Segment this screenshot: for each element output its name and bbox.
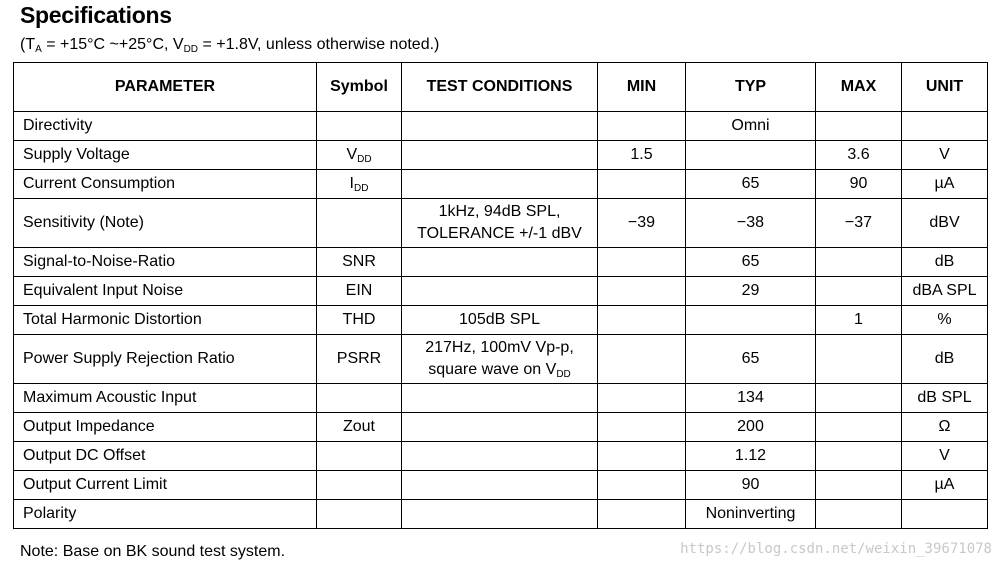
cell-unit: [902, 335, 988, 384]
cell-test-conditions: [402, 413, 598, 442]
cell-unit: [902, 471, 988, 500]
cell-parameter: [14, 500, 317, 529]
cell-unit: [902, 277, 988, 306]
cell-max: [816, 413, 902, 442]
conditions-open: (T: [20, 36, 36, 53]
cell-parameter: [14, 199, 317, 248]
cell-test-conditions: [402, 335, 598, 384]
test-conditions-line2: [410, 223, 589, 245]
test-conditions-line1: 1kHz, 94dB SPL,: [438, 203, 561, 220]
parameter-text: Signal-to-Noise-Ratio: [23, 253, 176, 270]
cell-parameter: [14, 442, 317, 471]
table-row: [14, 442, 988, 471]
table-row: [14, 141, 988, 170]
unit-value: Ω: [938, 418, 951, 435]
cell-max: [816, 199, 902, 248]
cell-unit: [902, 413, 988, 442]
cell-unit: [902, 306, 988, 335]
cell-test-conditions: [402, 471, 598, 500]
typ-value: 29: [741, 282, 760, 299]
cell-min: [598, 112, 686, 141]
table-row: [14, 170, 988, 199]
unit-value: V: [939, 146, 950, 163]
table-row: [14, 413, 988, 442]
typ-value: 65: [741, 350, 760, 367]
cell-max: [816, 471, 902, 500]
cell-symbol: [317, 248, 402, 277]
unit-value: dBA SPL: [912, 282, 977, 299]
cell-max: [816, 500, 902, 529]
unit-value: dBV: [929, 214, 960, 231]
cell-min: [598, 471, 686, 500]
cell-min: [598, 306, 686, 335]
symbol-text: THD: [342, 311, 376, 328]
cell-max: [816, 335, 902, 384]
cell-parameter: [14, 170, 317, 199]
symbol-text: EIN: [345, 282, 373, 299]
table-row: [14, 471, 988, 500]
footnote: Note: Base on BK sound test system.: [20, 543, 286, 560]
cell-symbol: [317, 442, 402, 471]
header-test-conditions: TEST CONDITIONS: [402, 63, 598, 112]
table-row: [14, 384, 988, 413]
parameter-text: Polarity: [23, 505, 77, 522]
cell-max: [816, 306, 902, 335]
cell-parameter: [14, 413, 317, 442]
typ-value: 90: [741, 476, 760, 493]
cell-unit: [902, 384, 988, 413]
symbol-text: PSRR: [336, 350, 382, 367]
parameter-text: Power Supply Rejection Ratio: [23, 350, 235, 367]
max-value: 1: [854, 311, 863, 328]
cell-parameter: [14, 277, 317, 306]
cell-test-conditions: [402, 277, 598, 306]
cell-min: [598, 442, 686, 471]
cell-typ: [686, 335, 816, 384]
cell-min: [598, 199, 686, 248]
header-min: MIN: [598, 63, 686, 112]
min-value: 1.5: [630, 146, 653, 163]
cell-typ: [686, 141, 816, 170]
ta-subscript: A: [35, 44, 42, 55]
cell-min: [598, 413, 686, 442]
typ-value: 65: [741, 175, 760, 192]
parameter-text: Output Impedance: [23, 418, 155, 435]
cell-unit: [902, 199, 988, 248]
cell-parameter: [14, 112, 317, 141]
cell-symbol: [317, 199, 402, 248]
header-max: MAX: [816, 63, 902, 112]
cell-unit: [902, 141, 988, 170]
cell-parameter: [14, 471, 317, 500]
typ-value: 200: [737, 418, 764, 435]
typ-value: Omni: [731, 117, 770, 134]
cell-test-conditions: [402, 112, 598, 141]
unit-value: dB: [934, 253, 955, 270]
cell-min: [598, 141, 686, 170]
cell-symbol: [317, 277, 402, 306]
table-row: [14, 112, 988, 141]
parameter-text: Sensitivity (Note): [23, 214, 144, 231]
header-unit: UNIT: [902, 63, 988, 112]
cell-symbol: [317, 471, 402, 500]
cell-max: [816, 442, 902, 471]
conditions-line: [20, 36, 439, 54]
parameter-text: Total Harmonic Distortion: [23, 311, 202, 328]
cell-typ: [686, 471, 816, 500]
cell-symbol: [317, 170, 402, 199]
conditions-close: = +1.8V, unless otherwise noted.): [198, 36, 440, 53]
cell-test-conditions: [402, 141, 598, 170]
table-row: [14, 500, 988, 529]
cell-min: [598, 277, 686, 306]
conditions-mid: = +15°C ~+25°C, V: [41, 36, 184, 53]
max-value: 3.6: [847, 146, 870, 163]
cell-min: [598, 335, 686, 384]
table-row: [14, 248, 988, 277]
cell-symbol: [317, 112, 402, 141]
parameter-text: Current Consumption: [23, 175, 176, 192]
header-typ: TYP: [686, 63, 816, 112]
cell-symbol: [317, 141, 402, 170]
cell-parameter: [14, 141, 317, 170]
typ-value: −38: [736, 214, 765, 231]
parameter-text: Directivity: [23, 117, 93, 134]
table-row: [14, 306, 988, 335]
cell-symbol: [317, 413, 402, 442]
cell-max: [816, 384, 902, 413]
parameter-text: Output Current Limit: [23, 476, 168, 493]
cell-typ: [686, 170, 816, 199]
watermark: https://blog.csdn.net/weixin_39671078: [680, 541, 992, 557]
cell-parameter: [14, 248, 317, 277]
parameter-text: Maximum Acoustic Input: [23, 389, 197, 406]
cell-test-conditions: [402, 170, 598, 199]
cell-symbol: [317, 384, 402, 413]
cell-parameter: [14, 306, 317, 335]
parameter-text: Supply Voltage: [23, 146, 130, 163]
cell-unit: [902, 248, 988, 277]
test-conditions-line1: 105dB SPL: [459, 311, 540, 328]
test-conditions-line2: [410, 359, 589, 381]
symbol-text: Zout: [342, 418, 375, 435]
cell-test-conditions: [402, 442, 598, 471]
max-value: 90: [849, 175, 868, 192]
header-parameter: PARAMETER: [14, 63, 317, 112]
cell-typ: [686, 277, 816, 306]
unit-value: V: [939, 447, 950, 464]
cell-test-conditions: [402, 248, 598, 277]
cell-symbol: [317, 306, 402, 335]
cell-max: [816, 141, 902, 170]
cell-max: [816, 170, 902, 199]
header-symbol: Symbol: [317, 63, 402, 112]
cell-min: [598, 170, 686, 199]
table-row: [14, 277, 988, 306]
cell-typ: [686, 248, 816, 277]
test-conditions-line2-text: TOLERANCE +/-1 dBV: [417, 225, 582, 242]
cell-test-conditions: [402, 500, 598, 529]
table-row: [14, 335, 988, 384]
symbol-subscript: DD: [354, 183, 369, 194]
cell-test-conditions: [402, 199, 598, 248]
cell-unit: [902, 170, 988, 199]
test-conditions-line2-text: square wave on V: [428, 361, 557, 378]
cell-typ: [686, 384, 816, 413]
parameter-text: Output DC Offset: [23, 447, 146, 464]
cell-typ: [686, 413, 816, 442]
test-conditions-subscript: DD: [556, 369, 571, 380]
cell-symbol: [317, 335, 402, 384]
symbol-text: V: [346, 146, 358, 163]
unit-value: µA: [934, 476, 955, 493]
cell-max: [816, 248, 902, 277]
typ-value: 65: [741, 253, 760, 270]
symbol-subscript: DD: [357, 154, 372, 165]
table-row: [14, 199, 988, 248]
cell-typ: [686, 442, 816, 471]
cell-min: [598, 248, 686, 277]
cell-min: [598, 500, 686, 529]
cell-unit: [902, 442, 988, 471]
parameter-text: Equivalent Input Noise: [23, 282, 184, 299]
symbol-text: SNR: [342, 253, 376, 270]
cell-parameter: [14, 335, 317, 384]
cell-max: [816, 277, 902, 306]
cell-test-conditions: [402, 384, 598, 413]
cell-typ: [686, 199, 816, 248]
typ-value: Noninverting: [705, 505, 796, 522]
min-value: −39: [627, 214, 656, 231]
spec-table: [13, 62, 988, 529]
cell-typ: [686, 500, 816, 529]
cell-typ: [686, 112, 816, 141]
typ-value: 134: [737, 389, 764, 406]
max-value: −37: [844, 214, 873, 231]
unit-value: dB SPL: [917, 389, 972, 406]
vdd-subscript: DD: [183, 44, 199, 55]
cell-max: [816, 112, 902, 141]
cell-symbol: [317, 500, 402, 529]
cell-unit: [902, 500, 988, 529]
cell-unit: [902, 112, 988, 141]
header-row: [14, 63, 988, 112]
unit-value: %: [937, 311, 952, 328]
cell-test-conditions: [402, 306, 598, 335]
cell-min: [598, 384, 686, 413]
typ-value: 1.12: [734, 447, 767, 464]
unit-value: µA: [934, 175, 955, 192]
unit-value: dB: [934, 350, 955, 367]
symbol-text: I: [349, 175, 354, 192]
cell-parameter: [14, 384, 317, 413]
page-title: Specifications: [20, 2, 172, 28]
cell-typ: [686, 306, 816, 335]
test-conditions-line1: 217Hz, 100mV Vp-p,: [425, 339, 574, 356]
